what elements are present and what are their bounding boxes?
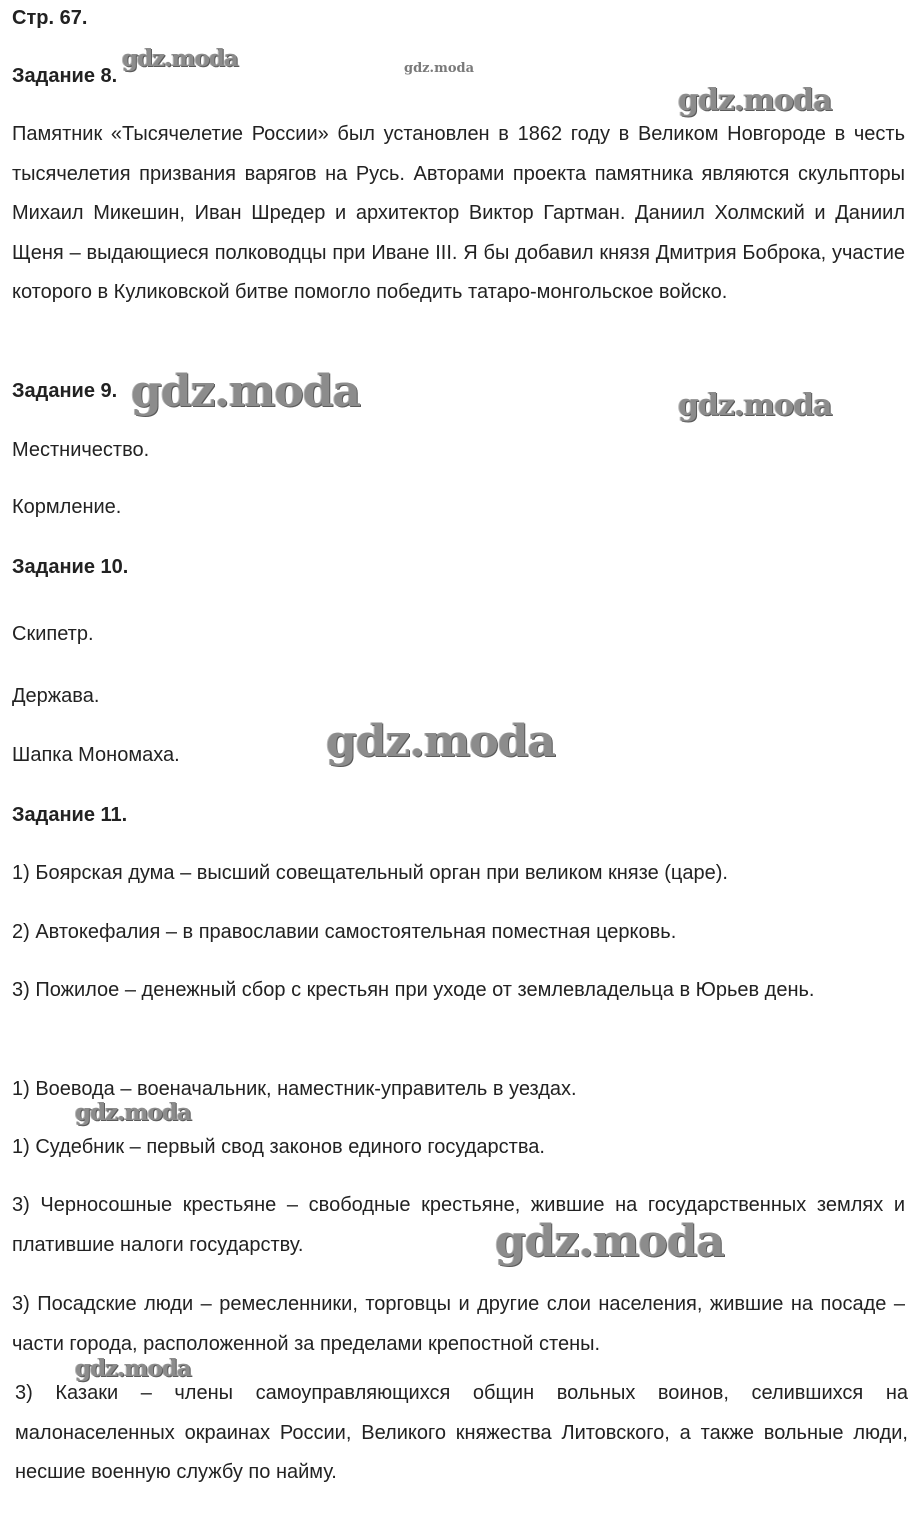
- task9-title: Задание 9.: [12, 380, 118, 402]
- task11-item-3: 3) Пожилое – денежный сбор с крестьян при уходе от землевладельца в Юрьев день.: [12, 979, 815, 1001]
- watermark-logo: gdz.moda: [495, 1216, 725, 1267]
- task9-answer-1: Местничество.: [12, 439, 150, 461]
- task11-item-5: 1) Судебник – первый свод законов единого государства.: [12, 1136, 545, 1158]
- watermark-logo: gdz.moda: [678, 388, 832, 423]
- task11-item-1: 1) Боярская дума – высший совещательный орган при великом князе (царе).: [12, 862, 728, 884]
- task8-title: Задание 8.: [12, 65, 118, 87]
- task11-item-6: 3) Черносошные крестьяне – свободные крестьяне, жившие на государственных землях и платившие налоги государству.: [12, 1194, 905, 1256]
- task9-answer-2: Кормление.: [12, 496, 122, 518]
- task11-item-4: 1) Воевода – военачальник, наместник-управитель в уездах.: [12, 1078, 577, 1100]
- watermark-logo: gdz.moda: [75, 1099, 191, 1126]
- task10-answer-2: Держава.: [12, 685, 100, 707]
- watermark-logo: gdz.moda: [131, 366, 361, 417]
- task8-text: Памятник «Тысячелетие России» был установлен в 1862 году в Великом Новгороде в честь тысячелетия призвания варягов на Русь. Авторами проекта памятника являются скульпторы Михаил Микешин, Иван Шредер и архитектор Виктор Гартман. Даниил Холмский и Даниил Щеня – выдающиеся полководцы при Иване III. Я бы добавил князя Дмитрия Боброка, участие которого в Куликовской битве помогло победить татаро-монгольское войско.: [12, 123, 905, 303]
- page-header: Стр. 67.: [12, 7, 88, 29]
- watermark-logo: gdz.moda: [326, 716, 556, 767]
- task11-title: Задание 11.: [12, 804, 128, 826]
- task11-item-2: 2) Автокефалия – в православии самостоятельная поместная церковь.: [12, 921, 677, 943]
- watermark-logo: gdz.moda: [404, 61, 475, 76]
- task10-answer-1: Скипетр.: [12, 623, 94, 645]
- watermark-logo: gdz.moda: [678, 83, 832, 118]
- task11-item-8: 3) Казаки – члены самоуправляющихся общин вольных воинов, селившихся на малонаселенных окраинах России, Великого княжества Литовского, а также вольные люди, несшие военную службу по найму.: [15, 1382, 908, 1483]
- task10-answer-3: Шапка Мономаха.: [12, 744, 180, 766]
- task10-title: Задание 10.: [12, 556, 129, 578]
- watermark-logo: gdz.moda: [75, 1355, 191, 1382]
- watermark-logo: gdz.moda: [122, 45, 238, 72]
- task11-item-7: 3) Посадские люди – ремесленники, торговцы и другие слои населения, жившие на посаде – части города, расположенной за пределами крепостной стены.: [12, 1293, 905, 1355]
